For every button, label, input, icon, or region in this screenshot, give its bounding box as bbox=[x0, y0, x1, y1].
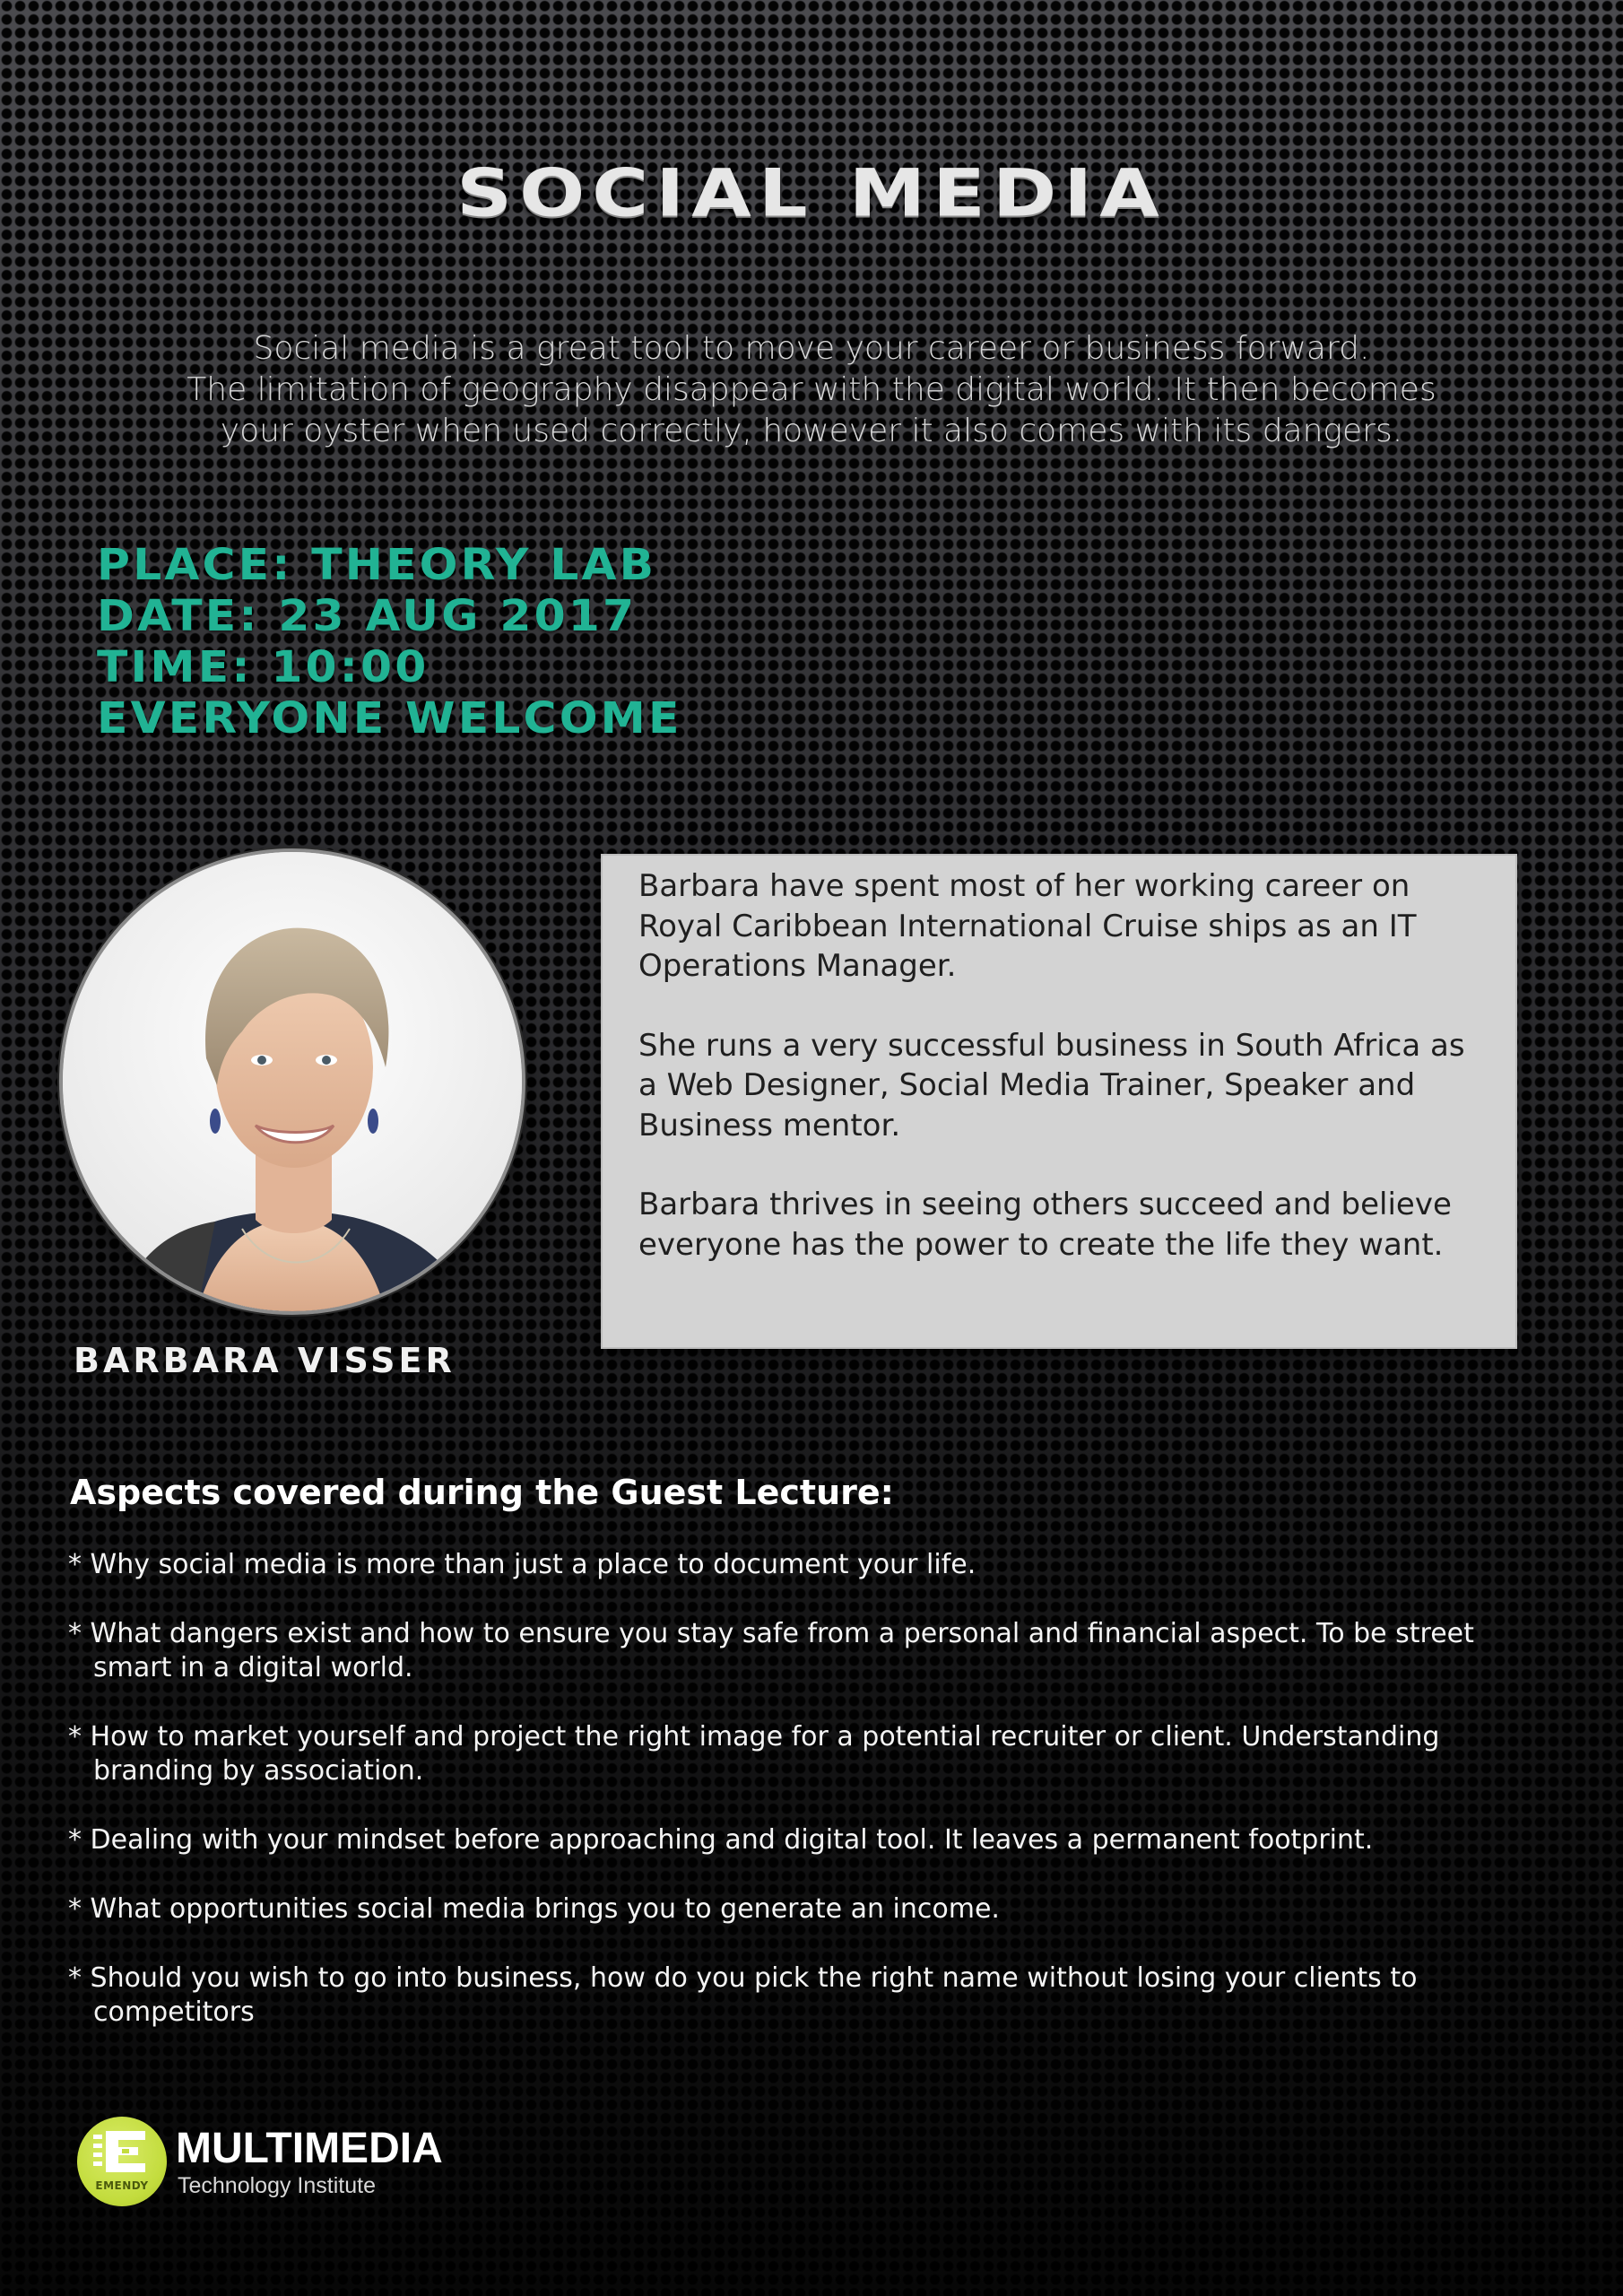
logo-name: MULTIMEDIA bbox=[176, 2125, 443, 2172]
intro-text bbox=[117, 328, 1506, 452]
aspects-heading: Aspects covered during the Guest Lecture: bbox=[70, 1473, 894, 1512]
speaker-portrait bbox=[59, 848, 525, 1315]
intro-line: your oyster when used correctly, however it also comes with its dangers. bbox=[220, 413, 1403, 449]
list-item: * What dangers exist and how to ensure you stay safe from a personal and financial aspect. To be street smart in a digital world. bbox=[68, 1617, 1539, 1685]
list-item: * Dealing with your mindset before approaching and digital tool. It leaves a permanent footprint. bbox=[68, 1823, 1539, 1857]
logo-badge-text: EMENDY bbox=[95, 2179, 149, 2192]
aspects-list bbox=[68, 1548, 1539, 2065]
speaker-name: BARBARA VISSER bbox=[74, 1341, 456, 1380]
intro-line: The limitation of geography disappear with the digital world. It then becomes bbox=[187, 371, 1436, 408]
logo-tagline: Technology Institute bbox=[178, 2173, 376, 2198]
speaker-photo-illustration bbox=[63, 852, 522, 1311]
bio-paragraph: Barbara thrives in seeing others succeed and believe everyone has the power to create the life they want. bbox=[638, 1187, 1452, 1263]
list-item: * How to market yourself and project the right image for a potential recruiter or client. Understanding branding by association. bbox=[68, 1720, 1539, 1788]
intro-line: Social media is a great tool to move your career or business forward. bbox=[253, 330, 1370, 367]
list-item: * What opportunities social media brings you to generate an income. bbox=[68, 1892, 1539, 1926]
institute-logo bbox=[77, 2117, 445, 2210]
event-place: PLACE: THEORY LAB bbox=[97, 540, 657, 590]
list-item: * Why social media is more than just a place to document your life. bbox=[68, 1548, 1539, 1582]
event-time: TIME: 10:00 bbox=[97, 642, 430, 692]
bio-paragraph: She runs a very successful business in South Africa as a Web Designer, Social Media Trainer, Speaker and Business mentor. bbox=[638, 1027, 1465, 1144]
logo-e-mark-icon bbox=[93, 2131, 151, 2178]
list-item: * Should you wish to go into business, how do you pick the right name without losing your clients to competitors bbox=[68, 1961, 1539, 2030]
speaker-bio-box bbox=[601, 854, 1517, 1349]
bio-paragraph: Barbara have spent most of her working career on Royal Caribbean International Cruise ships as an IT Operations Manager. bbox=[638, 868, 1417, 984]
event-details bbox=[97, 540, 682, 744]
page-title: SOCIAL MEDIA bbox=[456, 155, 1167, 232]
emendy-logo-icon bbox=[77, 2117, 167, 2206]
event-date: DATE: 23 AUG 2017 bbox=[97, 591, 638, 641]
event-welcome: EVERYONE WELCOME bbox=[97, 693, 682, 744]
